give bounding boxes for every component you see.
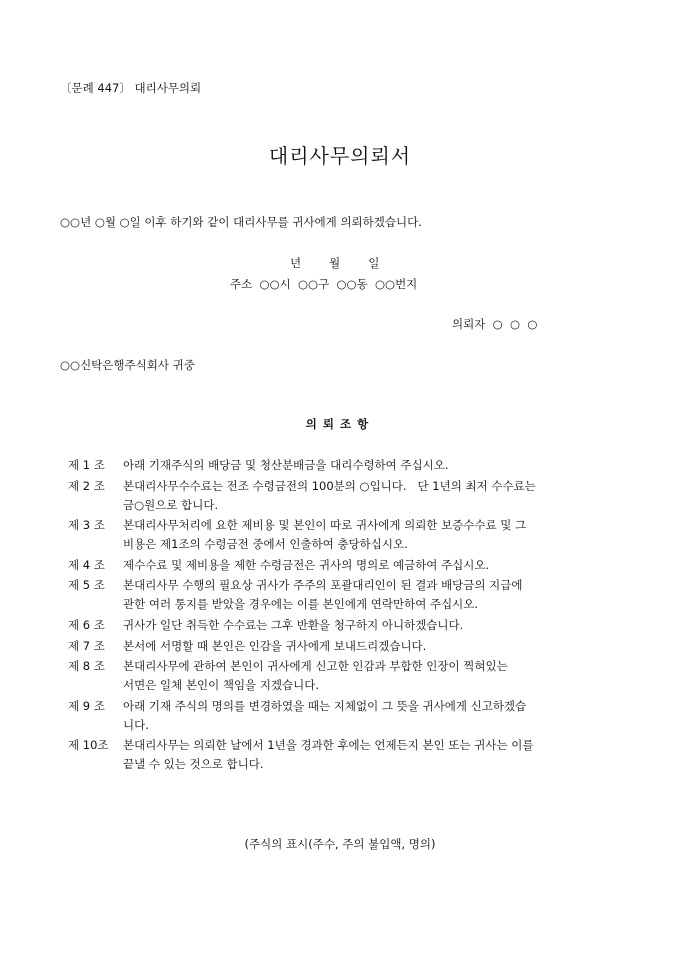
clause-line: 니다. xyxy=(123,717,149,732)
stock-description-note: (주식의 표시(주수, 주의 불입액, 명의) xyxy=(244,837,436,851)
clause-text xyxy=(123,736,618,774)
clause-line: 관한 여러 통지를 받았을 경우에는 이를 본인에게 연락만하여 주십시오. xyxy=(123,597,479,612)
clause-item xyxy=(68,516,618,554)
clause-text xyxy=(123,576,618,614)
clause-number: 제 4 조 xyxy=(68,557,105,572)
recipient-line: ○○신탁은행주식회사 귀중 xyxy=(60,358,195,372)
clause-line: 제수수료 및 제비용을 제한 수령금전은 귀사의 명의로 예금하여 주십시오. xyxy=(123,557,490,572)
clause-text xyxy=(123,516,618,554)
clause-line: 끝낼 수 있는 것으로 합니다. xyxy=(123,757,264,772)
clause-line: 본대리사무수수료는 전조 수령금전의 100분의 ○입니다. 단 1년의 최저 수수료는 xyxy=(123,478,536,493)
clause-line: 아래 기재 주식의 명의를 변경하였을 때는 지체없이 그 뜻을 귀사에게 신고하겠습 xyxy=(123,698,527,713)
date-year-label: 년 xyxy=(290,256,302,270)
clause-text xyxy=(123,657,618,695)
date-day-label: 일 xyxy=(368,256,380,270)
clause-item xyxy=(68,657,618,695)
requester-line: 의뢰자 ○ ○ ○ xyxy=(452,317,538,331)
clause-item xyxy=(68,477,618,515)
clause-number: 제 8 조 xyxy=(68,659,105,674)
document-reference-label: 〔문례 447〕 대리사무의뢰 xyxy=(60,81,202,95)
clause-item xyxy=(68,637,618,656)
clause-line: 본대리사무는 의뢰한 날에서 1년을 경과한 후에는 언제든지 본인 또는 귀사는 이를 xyxy=(123,738,534,753)
clause-line: 본대리사무처리에 요한 제비용 및 본인이 따로 귀사에게 의뢰한 보증수수료 및 그 xyxy=(123,518,527,533)
clause-line: 서면은 일체 본인이 책임을 지겠습니다. xyxy=(123,678,320,693)
clause-line: 귀사가 일단 취득한 수수료는 그후 반환을 청구하지 아니하겠습니다. xyxy=(123,617,464,632)
clause-line: 본대리사무에 관하여 본인이 귀사에게 신고한 인감과 부합한 인장이 찍혀있는 xyxy=(123,659,508,674)
clause-item xyxy=(68,736,618,774)
clause-number: 제 7 조 xyxy=(68,638,105,653)
clause-item xyxy=(68,697,618,735)
clause-text xyxy=(123,556,618,575)
clause-number: 제 9 조 xyxy=(68,698,105,713)
clause-number: 제 6 조 xyxy=(68,617,105,632)
clause-text xyxy=(123,637,618,656)
clause-text xyxy=(123,477,618,515)
date-month-label: 월 xyxy=(329,256,341,270)
clause-text xyxy=(123,697,618,735)
clause-number: 제 3 조 xyxy=(68,518,105,533)
clause-text xyxy=(123,616,618,635)
intro-statement: ○○년 ○월 ○일 이후 하기와 같이 대리사무를 귀사에게 의뢰하겠습니다. xyxy=(60,215,422,229)
clause-line: 본서에 서명할 때 본인은 인감을 귀사에게 보내드리겠습니다. xyxy=(123,638,427,653)
document-title: 대리사무의뢰서 xyxy=(268,144,412,168)
clause-text xyxy=(123,456,618,475)
clause-line: 금○원으로 합니다. xyxy=(123,497,219,512)
clauses-heading: 의뢰조항 xyxy=(305,417,375,431)
clause-line: 비용은 제1조의 수령금전 중에서 인출하여 충당하십시오. xyxy=(123,537,408,552)
clause-number: 제 1 조 xyxy=(68,458,105,472)
clause-number: 제 10조 xyxy=(68,738,109,753)
clause-number: 제 2 조 xyxy=(68,478,105,493)
clause-line: 본대리사무 수행의 필요상 귀사가 주주의 포괄대리인이 된 결과 배당금의 지급에 xyxy=(123,578,523,593)
clause-item xyxy=(68,576,618,614)
address-line: 주소 ○○시 ○○구 ○○동 ○○번지 xyxy=(230,277,418,291)
clause-item xyxy=(68,556,618,575)
date-line xyxy=(290,255,379,271)
clause-item xyxy=(68,456,618,475)
clause-item xyxy=(68,616,618,635)
clause-number: 제 5 조 xyxy=(68,578,105,593)
clause-line: 아래 기재주식의 배당금 및 청산분배금을 대리수령하여 주십시오. xyxy=(123,458,449,472)
clauses-list xyxy=(68,456,618,776)
